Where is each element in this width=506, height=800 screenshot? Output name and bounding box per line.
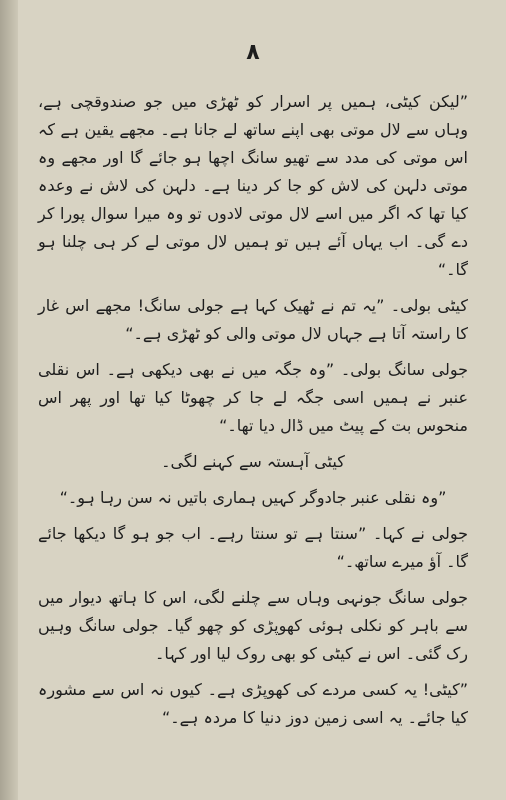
paragraph-6: جولی نے کہا۔ ”سنتا ہے تو سنتا رہے۔ اب جو ہو گا دیکھا جائے گا۔ آؤ میرے ساتھ۔“ (38, 524, 468, 571)
page-gutter-shadow (0, 0, 18, 800)
paragraph-4: کیٹی آہستہ سے کہنے لگی۔ (161, 452, 345, 471)
paragraph-2: کیٹی بولی۔ ”یہ تم نے ٹھیک کہا ہے جولی سانگ! مجھے اس غار کا راستہ آتا ہے جہاں لال موتی والی کو ٹھڑی ہے۔“ (38, 296, 468, 343)
paragraph-8: ”کیٹی! یہ کسی مردے کی کھوپڑی ہے۔ کیوں نہ اس سے مشورہ کیا جائے۔ یہ اسی زمین دوز دنیا کا مردہ ہے۔“ (38, 680, 468, 727)
page-body (38, 88, 468, 740)
paragraph-1: ”لیکن کیٹی، ہمیں پر اسرار کو ٹھڑی میں جو صندوقچی ہے، وہاں سے لال موتی بھی اپنے ساتھ لے جانا ہے۔ مجھے یقین ہے کہ اس موتی کی مدد سے تھیو سانگ اچھا ہو جائے گا اور مجھے وہ موتی دلہن کی لاش کو جا کر دینا ہے۔ دلہن کی لاش نے وعدہ کیا تھا کہ اگر میں اسے لال موتی لادوں تو وہ میرا سوال پورا کر دے گی۔ اب یہاں آئے ہیں تو ہمیں لال موتی لے کر ہی چلنا ہو گا۔“ (38, 92, 468, 279)
paragraph-5: ”وہ نقلی عنبر جادوگر کہیں ہماری باتیں نہ سن رہا ہو۔“ (59, 488, 447, 507)
paragraph-7: جولی سانگ جونہی وہاں سے چلنے لگی، اس کا ہاتھ دیوار میں سے باہر کو نکلی ہوئی کھوپڑی کو چھو گیا۔ جولی سانگ وہیں رک گئی۔ اس نے کیٹی کو بھی روک لیا اور کہا۔ (38, 588, 468, 663)
paragraph-3: جولی سانگ بولی۔ ”وہ جگہ میں نے بھی دیکھی ہے۔ اس نقلی عنبر نے ہمیں اسی جگہ لے جا کر چھوٹا کیا تھا اور پھر اس منحوس بت کے پیٹ میں ڈال دیا تھا۔“ (38, 360, 468, 435)
page-number: ۸ (246, 40, 260, 65)
